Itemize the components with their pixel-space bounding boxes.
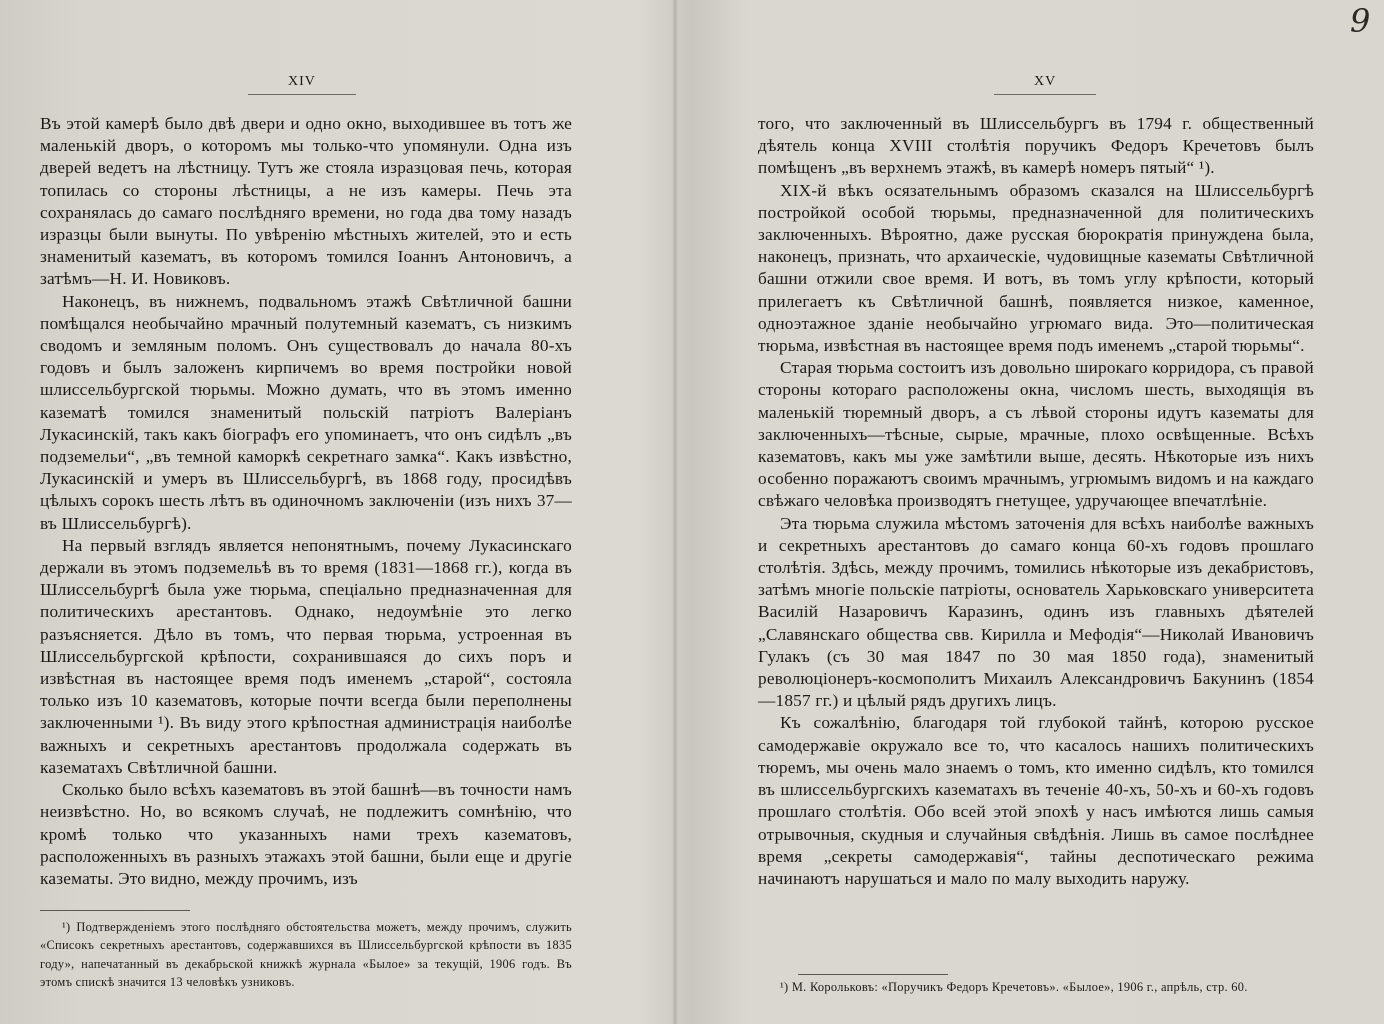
left-paragraph-3: На первый взглядъ является непонятнымъ, почему Лукасинскаго держали въ этомъ подземельѣ въ то время (1831—1868 гг.), когда въ Шлиссельбургѣ была уже тюрьма, спеціально предназначенная для политическихъ арестантовъ. Однако, недоумѣніе это легко разъясняется. Дѣло въ томъ, что первая тюрьма, устроенная въ Шлиссельбургской крѣпости, сохранившаяся до сихъ поръ и извѣстная въ настоящее время подъ именемъ „старой“, состояла только изъ 10 казематовъ, которые почти всегда были переполнены заключенными ¹). Въ виду этого крѣпостная администрація наиболѣе важныхъ и секретныхъ арестантовъ продолжала содержать въ казематахъ Свѣтличной башни. <box>40 535 572 777</box>
left-paragraph-4: Сколько было всѣхъ казематовъ въ этой башнѣ—въ точности намъ неизвѣстно. Но, во всякомъ случаѣ, не подлежитъ сомнѣнію, что кромѣ только что указанныхъ нами трехъ казематовъ, расположенныхъ въ разныхъ этажахъ этой башни, были еще и другіе казематы. Это видно, между прочимъ, изъ <box>40 780 572 888</box>
left-footnote-rule <box>40 910 190 911</box>
right-paragraph-3: Старая тюрьма состоитъ изъ довольно широкаго корридора, съ правой стороны котораго расположены окна, числомъ шесть, выходящія въ маленькій тюремный дворъ, а съ лѣвой стороны идутъ казематы для заключенныхъ—тѣсные, сырые, мрачные, плохо освѣщенные. Всѣхъ казематовъ, какъ мы уже замѣтили выше, десять. Нѣкоторые изъ нихъ особенно поражаютъ своимъ мрачнымъ, угрюмымъ видомъ и на каждаго свѣжаго человѣка производятъ гнетущее, удручающее впечатлѣніе. <box>758 358 1314 511</box>
handwritten-page-mark: 9 <box>1350 2 1371 40</box>
right-page-number: XV <box>994 74 1096 95</box>
left-page-number: XIV <box>248 74 356 95</box>
left-footnote: ¹) Подтвержденіемъ этого послѣдняго обстоятельства можетъ, между прочимъ, служить «Списокъ секретныхъ арестантовъ, содержавшихся въ Шлиссельбургской крѣпости въ 1835 году», напечатанный въ декабрьской книжкѣ журнала «Былое» за текущій, 1906 годъ. Въ этомъ спискѣ значится 13 человѣкъ узниковъ. <box>40 920 572 990</box>
right-paragraph-4: Эта тюрьма служила мѣстомъ заточенія для всѣхъ наиболѣе важныхъ и секретныхъ арестантовъ до самаго конца 60-хъ годовъ прошлаго столѣтія. Здѣсь, между прочимъ, томились нѣкоторые изъ декабристовъ, затѣмъ многіе польскіе патріоты, основатель Харьковскаго университета Василій Назаровичъ Каразинъ, одинъ изъ главныхъ дѣятелей „Славянскаго общества свв. Кирилла и Мефодія“—Николай Ивановичъ Гулакъ (съ 30 мая 1847 по 30 мая 1850 года), знаменитый революціонеръ-космополитъ Михаилъ Александровичъ Бакунинъ (1854—1857 гг.) и цѣлый рядъ другихъ лицъ. <box>758 513 1314 711</box>
right-paragraph-1: того, что заключенный въ Шлиссельбургъ въ 1794 г. общественный дѣятель конца XVIII столѣтія поручикъ Федоръ Кречетовъ былъ помѣщенъ „въ верхнемъ этажѣ, въ камерѣ номеръ пятый“ ¹). <box>758 114 1314 178</box>
right-footnote: ¹) М. Корольковъ: «Поручикъ Федоръ Кречетовъ». «Былое», 1906 г., апрѣль, стр. 60. <box>780 980 1248 994</box>
right-paragraph-2: XIX-й вѣкъ осязательнымъ образомъ сказался на Шлиссельбургѣ постройкой особой тюрьмы, предназначенной для политическихъ заключенныхъ. Вѣроятно, даже русская бюрократія принуждена была, наконецъ, признать, что архаическіе, чудовищные казематы Свѣтличной башни отжили свое время. И вотъ, въ томъ углу крѣпости, который прилегаетъ къ Свѣтличной башнѣ, появляется низкое, каменное, одноэтажное зданіе необычайно угрюмаго вида. Это—политическая тюрьма, извѣстная въ настоящее время подъ именемъ „старой тюрьмы“. <box>758 180 1314 356</box>
left-paragraph-2: Наконецъ, въ нижнемъ, подвальномъ этажѣ Свѣтличной башни помѣщался необычайно мрачный полутемный казематъ, съ низкимъ сводомъ и земляным поломъ. Онъ существовалъ до начала 80-хъ годовъ и былъ заложенъ кирпичемъ во время постройки новой шлиссельбургской тюрьмы. Можно думать, что въ этомъ именно казематѣ томился знаменитый польскій патріотъ Валеріанъ Лукасинскій, такъ какъ біографъ его упоминаетъ, что онъ сидѣлъ „въ подземельи“, „въ темной каморкѣ секретнаго замка“. Какъ извѣстно, Лукасинскій и умеръ въ Шлиссельбургѣ, въ 1868 году, просидѣвъ цѣлыхъ сорокъ шесть лѣтъ въ одиночномъ заключеніи (изъ нихъ 37—въ Шлиссельбургѣ). <box>40 291 572 533</box>
right-paragraph-5: Къ сожалѣнію, благодаря той глубокой тайнѣ, которою русское самодержавіе окружало все то, что касалось нашихъ политическихъ тюремъ, мы очень мало знаемъ о томъ, кто именно сидѣлъ, кто томился въ шлиссельбургскихъ казематахъ въ теченіе 40-хъ, 50-хъ и 60-хъ годовъ прошлаго столѣтія. Обо всей этой эпохѣ у насъ имѣются лишь самыя отрывочныя, скудныя и случайныя свѣдѣнія. Лишь въ самое послѣднее время „секреты самодержавія“, тайны деспотическаго режима начинаютъ нарушаться и мало по малу выходить наружу. <box>758 713 1314 888</box>
right-page <box>758 0 1314 1024</box>
left-page <box>40 0 572 1024</box>
left-paragraph-1: Въ этой камерѣ было двѣ двери и одно окно, выходившее въ тотъ же маленькій дворъ, о которомъ мы только-что упомянули. Одна изъ дверей ведетъ на лѣстницу. Тутъ же стояла изразцовая печь, которая топилась со стороны лѣстницы, а не изъ камеры. Печь эта сохранялась до самаго послѣдняго времени, но года два тому назадъ изразцы были вынуты. По увѣренію мѣстныхъ жителей, это и есть знаменитый казематъ, въ которомъ томился Іоаннъ Антоновичъ, а затѣмъ—Н. И. Новиковъ. <box>40 114 572 289</box>
left-page-body <box>40 113 572 890</box>
right-footnote-rule <box>798 974 948 975</box>
right-page-body <box>758 113 1314 890</box>
book-gutter <box>672 0 678 1024</box>
